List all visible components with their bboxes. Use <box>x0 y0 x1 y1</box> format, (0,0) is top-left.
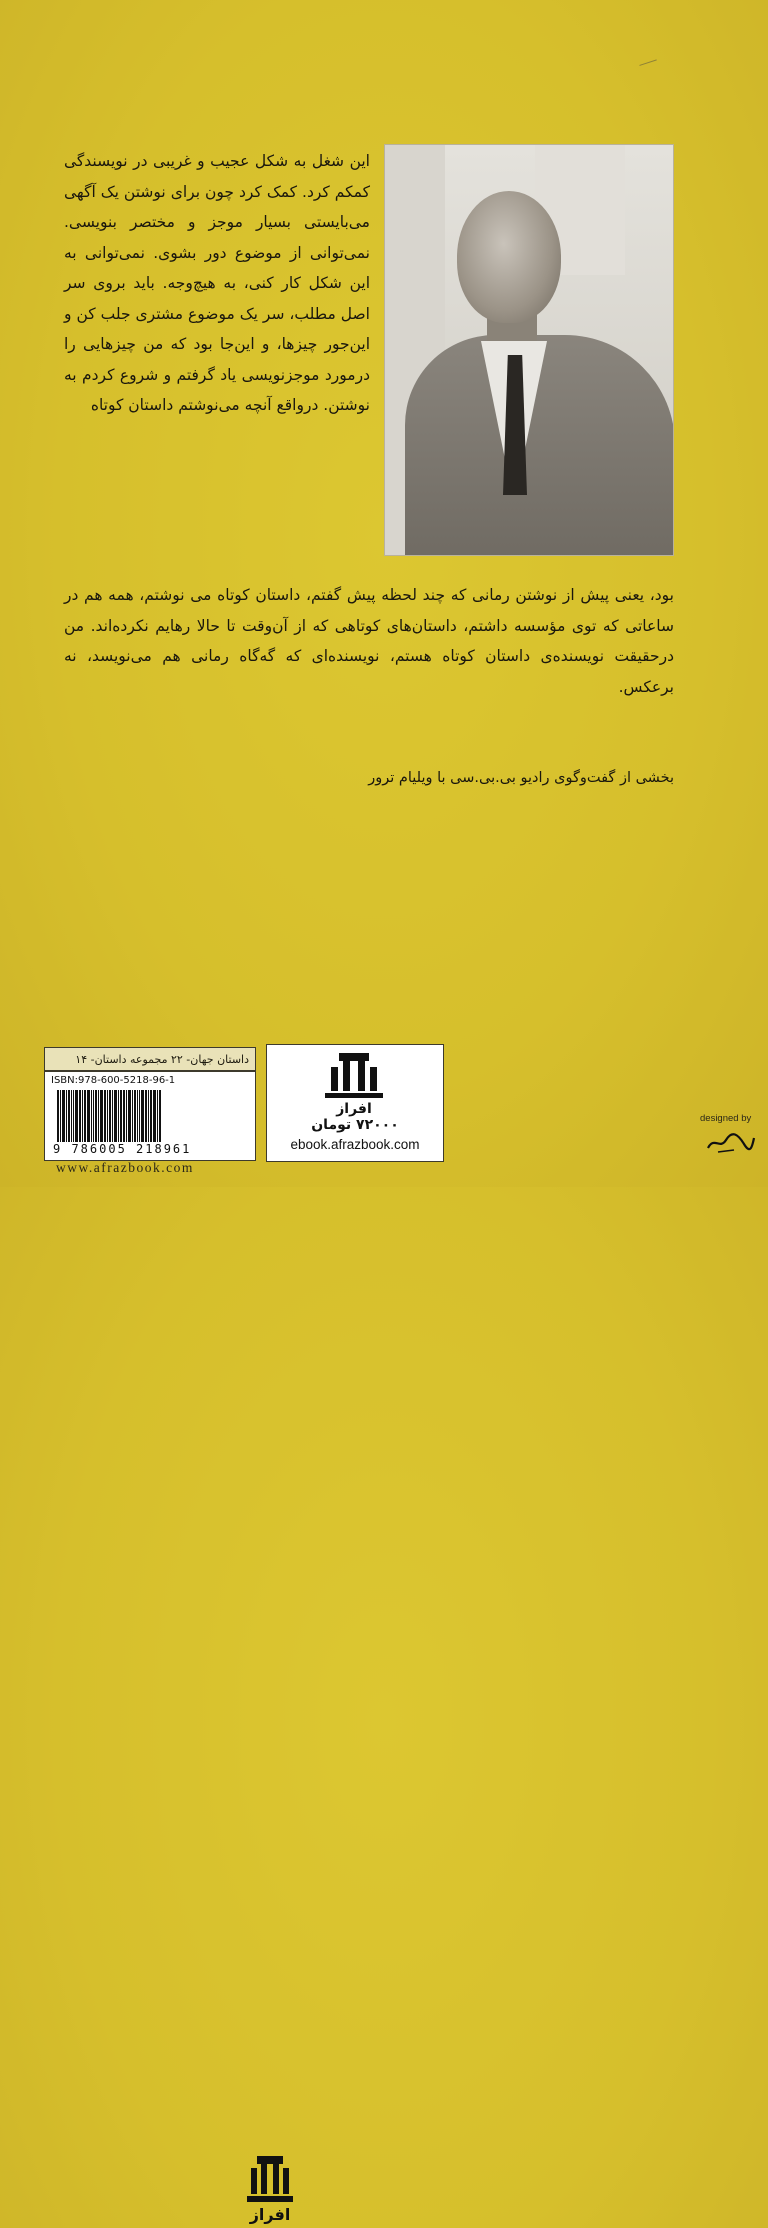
interview-caption: بخشی از گفت‌وگوی رادیو بی.بی.سی با ویلیام ترور <box>368 770 674 786</box>
publisher-logo-icon <box>243 2150 297 2228</box>
publisher-logo-large-icon <box>317 1051 391 1117</box>
publisher-logo-large-text: افراز <box>336 1101 372 1117</box>
designed-by-label: designed by <box>700 1113 752 1124</box>
isbn-text: ISBN:978-600-5218-96-1 <box>51 1075 176 1086</box>
ebook-site: ebook.afrazbook.com <box>290 1137 420 1152</box>
pencil-mark <box>639 59 658 71</box>
series-info: داستان جهان- ۲۲ مجموعه داستان- ۱۴ <box>44 1047 256 1071</box>
author-photo <box>384 144 674 556</box>
barcode <box>57 1090 207 1142</box>
barcode-number: 9 786005 218961 <box>53 1142 192 1156</box>
interview-paragraph-bottom: بود، یعنی پیش از نوشتن رمانی که چند لحظه پیش گفتم، داستان کوتاه می نوشتم، همه هم در ساعاتی که توی مؤسسه داشتم، داستان‌های کوتاهی که از آن‌وقت تا حالا رهایم نکرده‌اند. من درحقیقت نویسنده‌ی داستان کوتاه هستم، نویسنده‌ای که گه‌گاه رمانی هم می‌نویسد، نه برعکس. <box>64 586 674 696</box>
publisher-website: www.afrazbook.com <box>56 1160 194 1175</box>
designer-signature-icon <box>704 1130 756 1154</box>
interview-paragraph-top: این شغل به شکل عجیب و غریبی در نویسندگی کمکم کرد. کمک کرد چون برای نوشتن یک آگهی می‌بایستی بسیار موجز و مختصر بنویسی. نمی‌توانی از موضوع دور بشوی. نمی‌توانی به این شکل کار کنی، به هیچ‌وجه. باید بروی سر اصل مطلب، سر یک موضوع مشتری جلب کن و این‌جور چیزها، و این‌جا بود که من چیزهایی را درمورد موجزنویسی یاد گرفتم و شروع کردم به نوشتن. درواقع آنچه می‌نوشتم داستان کوتاه <box>64 152 370 414</box>
price-box <box>266 1044 444 1162</box>
publisher-logo-text: افراز <box>249 2205 291 2224</box>
author-head <box>457 191 561 323</box>
price: ۷۲۰۰۰ تومان <box>311 1117 399 1133</box>
